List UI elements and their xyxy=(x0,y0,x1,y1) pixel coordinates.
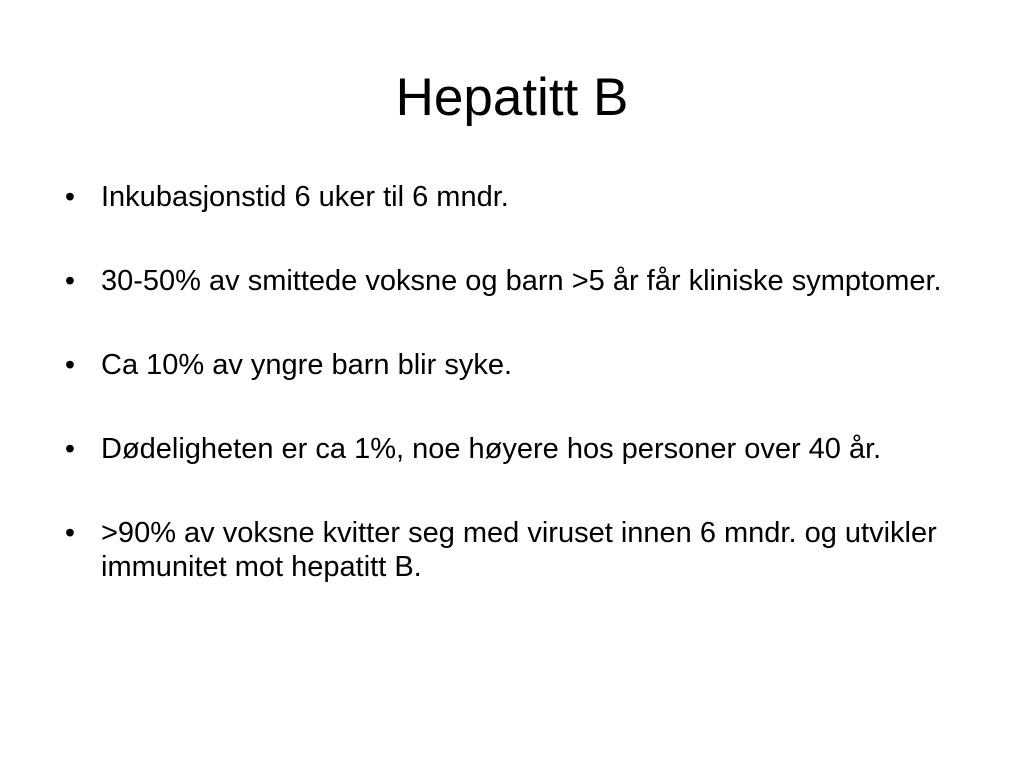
bullet-item xyxy=(60,264,960,298)
bullet-text: >90% av voksne kvitter seg med viruset innen 6 mndr. og utvikler immunitet mot hepatitt B. xyxy=(101,517,937,583)
bullet-icon: • xyxy=(64,433,76,465)
bullet-item xyxy=(60,432,960,466)
bullet-icon: • xyxy=(64,265,76,297)
bullet-text: 30-50% av smittede voksne og barn >5 år får kliniske symptomer. xyxy=(101,265,942,297)
bullet-item xyxy=(60,180,960,214)
bullet-item xyxy=(60,348,960,382)
bullet-text: Inkubasjonstid 6 uker til 6 mndr. xyxy=(101,181,509,213)
bullet-icon: • xyxy=(64,181,76,213)
bullet-list xyxy=(60,180,960,584)
bullet-text: Dødeligheten er ca 1%, noe høyere hos personer over 40 år. xyxy=(101,433,882,465)
bullet-text: Ca 10% av yngre barn blir syke. xyxy=(101,349,513,381)
bullet-icon: • xyxy=(64,517,76,549)
bullet-icon: • xyxy=(64,349,76,381)
slide-title: Hepatitt B xyxy=(395,68,629,127)
bullet-item xyxy=(60,516,960,584)
